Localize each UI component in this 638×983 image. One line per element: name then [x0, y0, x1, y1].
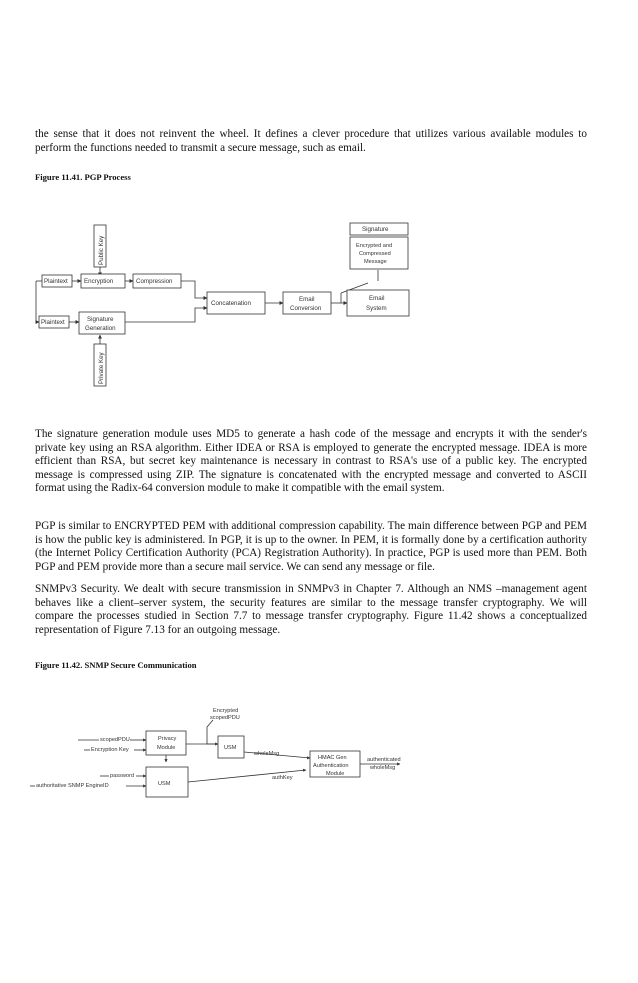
- svg-text:Generation: Generation: [85, 325, 116, 332]
- svg-text:HMAC Gen: HMAC Gen: [318, 755, 347, 761]
- svg-text:password: password: [110, 773, 134, 779]
- figure-caption-pgp: Figure 11.41. PGP Process: [35, 172, 131, 182]
- paragraph-snmpv3: SNMPv3 Security. We dealt with secure transmission in SNMPv3 in Chapter 7. Although an NMS –management agent behaves like a client–server system, the security features are similar to the message transfer cryptography. We will compare the processes studied in Section 7.7 to message transfer cryptography. Figure 11.42 shows a conceptualized representation of Figure 7.13 for an outgoing message.: [35, 583, 587, 636]
- svg-text:Plaintext: Plaintext: [41, 319, 65, 326]
- svg-text:Email: Email: [369, 295, 385, 302]
- svg-text:Message: Message: [364, 259, 387, 265]
- svg-text:wholeMsg: wholeMsg: [370, 765, 396, 771]
- privacy-module-box: [146, 731, 186, 755]
- usm-top-box: [218, 736, 244, 758]
- svg-text:Public Key: Public Key: [98, 235, 105, 265]
- figure-caption-snmp: Figure 11.42. SNMP Secure Communication: [35, 660, 197, 670]
- svg-text:authenticated: authenticated: [367, 757, 401, 763]
- svg-text:Authentication: Authentication: [313, 763, 349, 769]
- svg-text:Compression: Compression: [136, 278, 173, 285]
- svg-text:Encryption: Encryption: [84, 278, 114, 285]
- hmac-authentication-module-box: [310, 751, 360, 777]
- svg-text:Email: Email: [299, 296, 315, 303]
- svg-text:Module: Module: [326, 771, 345, 777]
- svg-text:Plaintext: Plaintext: [44, 278, 68, 285]
- svg-text:wholeMsg: wholeMsg: [254, 751, 280, 757]
- svg-text:Conversion: Conversion: [290, 305, 322, 312]
- paragraph-signature-generation: The signature generation module uses MD5 to generate a hash code of the message and encrypts it with the sender's private key using an RSA algorithm. Either IDEA or RSA is employed to generate the encrypted message. IDEA is more efficient than RSA, but secret key maintenance is necessary in contrast to RSA's use of a public key. The encrypted message is compressed using ZIP. The signature is concatenated with the encrypted message and converted to ASCII format using the Radix-64 conversion module to make it compatible with the email system.: [35, 428, 587, 495]
- svg-text:Signature: Signature: [362, 226, 389, 233]
- svg-text:Encrypted: Encrypted: [213, 708, 239, 714]
- svg-text:Encryption Key: Encryption Key: [91, 747, 129, 753]
- svg-text:USM: USM: [158, 781, 171, 787]
- svg-text:scopedPDU: scopedPDU: [100, 737, 130, 743]
- svg-text:Encrypted and: Encrypted and: [356, 243, 393, 249]
- svg-text:authoritative SNMP EngineID: authoritative SNMP EngineID: [36, 783, 109, 789]
- svg-text:Private Key: Private Key: [98, 352, 105, 384]
- usm-bottom-box: [146, 767, 188, 797]
- svg-text:System: System: [366, 305, 387, 312]
- paragraph-intro: the sense that it does not reinvent the wheel. It defines a clever procedure that utilizes various available modules to perform the functions needed to transmit a secure message, such as email.: [35, 128, 587, 154]
- svg-text:scopedPDU: scopedPDU: [210, 715, 240, 721]
- svg-text:Compressed: Compressed: [359, 251, 391, 257]
- paragraph-pgp-pem: PGP is similar to ENCRYPTED PEM with additional compression capability. The main difference between PGP and PEM is how the public key is administered. In PGP, it is up to the owner. In PEM, it is formally done by a certification authority (the Internet Policy Certification Authority (PCA) Registration Authority). In practice, PGP is used more than PEM. Both PGP and PEM provide more than a secure mail service. We can send any message or file.: [35, 520, 587, 573]
- svg-text:authKey: authKey: [272, 775, 293, 781]
- svg-text:Privacy: Privacy: [158, 736, 177, 742]
- svg-text:Module: Module: [157, 745, 176, 751]
- svg-text:USM: USM: [224, 745, 237, 751]
- svg-text:Concatenation: Concatenation: [211, 300, 251, 307]
- svg-text:Signature: Signature: [87, 316, 114, 323]
